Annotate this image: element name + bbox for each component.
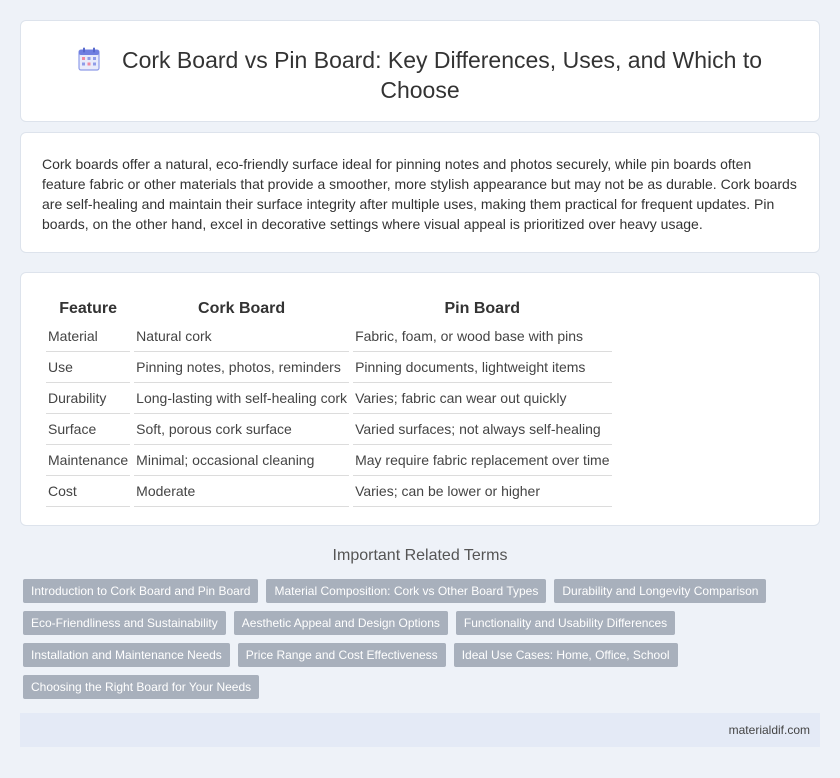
table-cell: Pinning documents, lightweight items <box>353 352 611 383</box>
comparison-table-card <box>20 272 820 526</box>
related-terms-list <box>23 579 783 699</box>
related-term-tag[interactable]: Material Composition: Cork vs Other Board Types <box>266 579 546 603</box>
table-cell: May require fabric replacement over time <box>353 445 611 476</box>
comparison-table <box>42 296 616 507</box>
table-header-row <box>46 296 612 321</box>
related-terms-heading: Important Related Terms <box>332 547 508 564</box>
table-cell: Long-lasting with self-healing cork <box>134 383 349 414</box>
table-row <box>46 321 612 352</box>
column-header-feature: Feature <box>59 299 117 317</box>
related-term-tag[interactable]: Introduction to Cork Board and Pin Board <box>23 579 258 603</box>
related-term-tag[interactable]: Aesthetic Appeal and Design Options <box>234 611 448 635</box>
table-cell: Varies; fabric can wear out quickly <box>353 383 611 414</box>
related-term-tag[interactable]: Durability and Longevity Comparison <box>554 579 766 603</box>
table-cell: Use <box>46 352 130 383</box>
related-term-tag[interactable]: Functionality and Usability Differences <box>456 611 675 635</box>
intro-paragraph: Cork boards offer a natural, eco-friendly surface ideal for pinning notes and photos securely, while pin boards often feature fabric or other materials that provide a smoother, more stylish appearance but may not be as durable. Cork boards are self-healing and maintain their surface integrity after multiple uses, making them practical for frequent updates. Pin boards, on the other hand, excel in decorative settings where visual appeal is prioritized over heavy usage. <box>42 156 797 232</box>
title-wrap <box>61 45 779 105</box>
table-cell: Varied surfaces; not always self-healing <box>353 414 611 445</box>
column-header-cork-board: Cork Board <box>198 299 286 317</box>
table-cell: Natural cork <box>134 321 349 352</box>
column-header-pin-board: Pin Board <box>444 299 521 317</box>
page-title-text: Cork Board vs Pin Board: Key Differences, Uses, and Which to Choose <box>121 47 763 103</box>
related-term-tag[interactable]: Eco-Friendliness and Sustainability <box>23 611 226 635</box>
table-cell: Maintenance <box>46 445 130 476</box>
related-term-tag[interactable]: Choosing the Right Board for Your Needs <box>23 675 259 699</box>
table-cell: Soft, porous cork surface <box>134 414 349 445</box>
footer-site-name: materialdif.com <box>728 723 810 737</box>
table-row <box>46 476 612 507</box>
related-term-tag[interactable]: Installation and Maintenance Needs <box>23 643 230 667</box>
table-cell: Pinning notes, photos, reminders <box>134 352 349 383</box>
footer <box>20 713 820 747</box>
table-row <box>46 352 612 383</box>
table-cell: Material <box>46 321 130 352</box>
intro-card <box>20 132 820 253</box>
table-row <box>46 414 612 445</box>
table-cell: Fabric, foam, or wood base with pins <box>353 321 611 352</box>
calendar-grid-icon <box>78 47 100 71</box>
related-term-tag[interactable]: Price Range and Cost Effectiveness <box>238 643 446 667</box>
page-title <box>61 45 779 105</box>
title-card <box>20 20 820 122</box>
table-cell: Cost <box>46 476 130 507</box>
table-row <box>46 445 612 476</box>
table-cell: Minimal; occasional cleaning <box>134 445 349 476</box>
table-row <box>46 383 612 414</box>
table-cell: Durability <box>46 383 130 414</box>
related-term-tag[interactable]: Ideal Use Cases: Home, Office, School <box>454 643 678 667</box>
table-cell: Surface <box>46 414 130 445</box>
table-cell: Varies; can be lower or higher <box>353 476 611 507</box>
table-cell: Moderate <box>134 476 349 507</box>
